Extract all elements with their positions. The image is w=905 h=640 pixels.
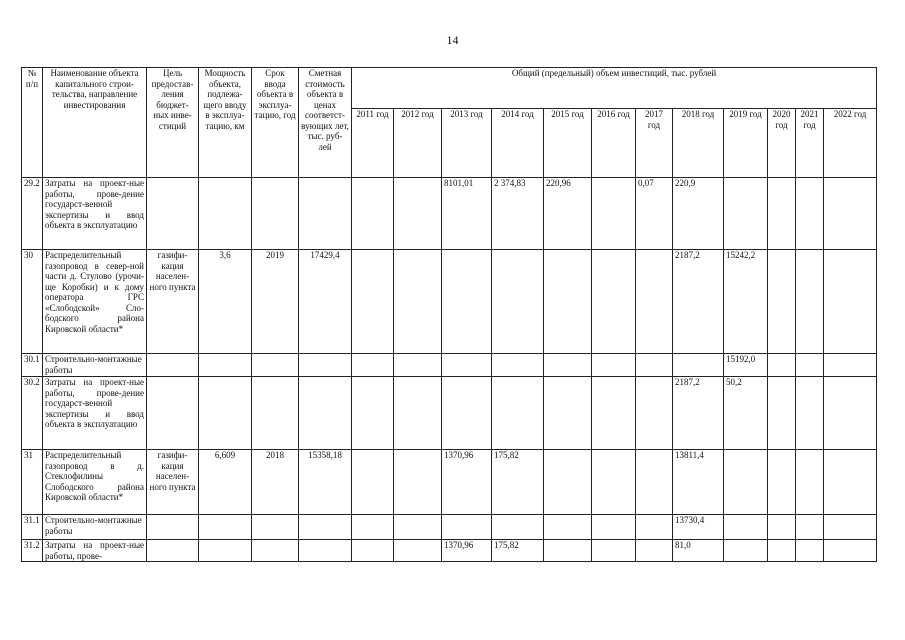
table-row <box>22 250 877 354</box>
cell-y2020 <box>768 450 796 515</box>
cell-y2019: 50,2 <box>724 377 768 450</box>
cell-capacity <box>199 540 252 562</box>
header-year: 2021 год <box>796 109 824 178</box>
cell-y2012 <box>394 540 442 562</box>
cell-capacity <box>199 515 252 540</box>
cell-y2013 <box>442 354 492 377</box>
header-year: 2012 год <box>394 109 442 178</box>
cell-name: Затраты на проект-ные работы, прове- <box>43 540 147 562</box>
header-num: № п/п <box>22 68 43 178</box>
header-term: Срок ввода объекта в эксплуа-тацию, год <box>252 68 299 178</box>
cell-goal <box>147 515 199 540</box>
cell-cost <box>299 377 352 450</box>
cell-name: Распределительный газопровод в д. Стеклофилины Слободского района Кировской области* <box>43 450 147 515</box>
cell-num: 31 <box>22 450 43 515</box>
cell-y2014: 175,82 <box>492 450 544 515</box>
cell-capacity: 6,609 <box>199 450 252 515</box>
cell-y2011 <box>352 515 394 540</box>
cell-y2015 <box>544 354 592 377</box>
header-name: Наименование объекта капитального строи-тельства, направление инвестирования <box>43 68 147 178</box>
header-row-1 <box>22 68 877 109</box>
cell-y2014 <box>492 354 544 377</box>
cell-y2016 <box>592 515 636 540</box>
cell-y2019: 15192,0 <box>724 354 768 377</box>
cell-y2013 <box>442 250 492 354</box>
cell-y2018: 13811,4 <box>673 450 724 515</box>
header-year: 2017 год <box>636 109 673 178</box>
cell-goal <box>147 377 199 450</box>
cell-y2012 <box>394 250 442 354</box>
header-goal: Цель предостав-ления бюджет-ных инве-стиций <box>147 68 199 178</box>
cell-y2014 <box>492 250 544 354</box>
cell-y2012 <box>394 377 442 450</box>
cell-term <box>252 515 299 540</box>
cell-name: Строительно-монтажные работы <box>43 354 147 377</box>
cell-goal <box>147 354 199 377</box>
cell-y2020 <box>768 377 796 450</box>
cell-goal: газифи-кация населен-ного пункта <box>147 450 199 515</box>
cell-y2022 <box>824 178 877 250</box>
cell-y2022 <box>824 540 877 562</box>
header-total-investment: Общий (предельный) объем инвестиций, тыс. рублей <box>352 68 877 109</box>
investment-table <box>21 67 877 562</box>
cell-cost <box>299 515 352 540</box>
cell-y2020 <box>768 178 796 250</box>
table-row <box>22 377 877 450</box>
cell-y2020 <box>768 540 796 562</box>
header-year: 2013 год <box>442 109 492 178</box>
cell-y2016 <box>592 178 636 250</box>
cell-y2011 <box>352 178 394 250</box>
table-row <box>22 354 877 377</box>
cell-capacity <box>199 178 252 250</box>
cell-num: 30.1 <box>22 354 43 377</box>
cell-term <box>252 354 299 377</box>
cell-y2021 <box>796 540 824 562</box>
cell-y2017 <box>636 250 673 354</box>
header-year: 2020 год <box>768 109 796 178</box>
cell-y2019 <box>724 540 768 562</box>
cell-cost: 15358,18 <box>299 450 352 515</box>
cell-y2018 <box>673 354 724 377</box>
cell-y2021 <box>796 178 824 250</box>
cell-goal <box>147 540 199 562</box>
cell-y2020 <box>768 250 796 354</box>
cell-term <box>252 377 299 450</box>
cell-y2017 <box>636 377 673 450</box>
cell-cost <box>299 178 352 250</box>
cell-y2015: 220,96 <box>544 178 592 250</box>
cell-y2012 <box>394 515 442 540</box>
cell-num: 30 <box>22 250 43 354</box>
cell-y2017 <box>636 540 673 562</box>
cell-term <box>252 178 299 250</box>
cell-term <box>252 540 299 562</box>
cell-y2013: 1370,96 <box>442 540 492 562</box>
cell-y2017 <box>636 515 673 540</box>
cell-y2022 <box>824 515 877 540</box>
cell-y2017 <box>636 354 673 377</box>
cell-y2014 <box>492 515 544 540</box>
cell-name: Строительно-монтажные работы <box>43 515 147 540</box>
cell-name: Затраты на проект-ные работы, прове-дение государст-венной экспертизы и ввод объекта в эксплуатацию <box>43 377 147 450</box>
cell-y2022 <box>824 354 877 377</box>
cell-y2017: 0,07 <box>636 178 673 250</box>
cell-y2019 <box>724 515 768 540</box>
cell-y2021 <box>796 354 824 377</box>
cell-y2021 <box>796 377 824 450</box>
cell-y2011 <box>352 450 394 515</box>
cell-cost <box>299 354 352 377</box>
header-year: 2015 год <box>544 109 592 178</box>
cell-y2016 <box>592 450 636 515</box>
cell-term: 2018 <box>252 450 299 515</box>
cell-name: Затраты на проект-ные работы, прове-дение государст-венной экспертизы и ввод объекта в эксплуатацию <box>43 178 147 250</box>
cell-y2013 <box>442 515 492 540</box>
cell-cost <box>299 540 352 562</box>
cell-y2011 <box>352 540 394 562</box>
cell-y2016 <box>592 250 636 354</box>
cell-num: 31.2 <box>22 540 43 562</box>
cell-y2013: 8101,01 <box>442 178 492 250</box>
header-year: 2019 год <box>724 109 768 178</box>
cell-y2011 <box>352 250 394 354</box>
cell-y2018: 13730,4 <box>673 515 724 540</box>
cell-y2015 <box>544 250 592 354</box>
cell-y2012 <box>394 178 442 250</box>
cell-y2019 <box>724 178 768 250</box>
cell-y2018: 81,0 <box>673 540 724 562</box>
header-capacity: Мощность объекта, подлежа-щего вводу в эксплуа-тацию, км <box>199 68 252 178</box>
cell-y2014: 175,82 <box>492 540 544 562</box>
cell-y2011 <box>352 377 394 450</box>
cell-y2014: 2 374,83 <box>492 178 544 250</box>
cell-y2015 <box>544 377 592 450</box>
cell-y2018: 220,9 <box>673 178 724 250</box>
cell-term: 2019 <box>252 250 299 354</box>
cell-y2013: 1370,96 <box>442 450 492 515</box>
cell-capacity: 3,6 <box>199 250 252 354</box>
cell-y2012 <box>394 450 442 515</box>
cell-y2020 <box>768 515 796 540</box>
cell-y2011 <box>352 354 394 377</box>
table-row <box>22 515 877 540</box>
header-year: 2018 год <box>673 109 724 178</box>
cell-y2016 <box>592 354 636 377</box>
cell-y2022 <box>824 450 877 515</box>
cell-y2019 <box>724 450 768 515</box>
cell-capacity <box>199 354 252 377</box>
cell-y2016 <box>592 540 636 562</box>
cell-y2021 <box>796 515 824 540</box>
cell-capacity <box>199 377 252 450</box>
header-year: 2014 год <box>492 109 544 178</box>
cell-y2018: 2187,2 <box>673 250 724 354</box>
cell-y2019: 15242,2 <box>724 250 768 354</box>
cell-y2022 <box>824 377 877 450</box>
cell-name: Распределительный газопровод в север-ной части д. Стулово (урочи-ще Коробки) и к дому оператора ГРС «Слободской» Сло-бодского района Кировской области* <box>43 250 147 354</box>
cell-num: 30.2 <box>22 377 43 450</box>
cell-y2021 <box>796 450 824 515</box>
header-year: 2011 год <box>352 109 394 178</box>
table-row <box>22 540 877 562</box>
cell-y2015 <box>544 450 592 515</box>
cell-y2014 <box>492 377 544 450</box>
table-row <box>22 450 877 515</box>
cell-y2015 <box>544 540 592 562</box>
cell-y2021 <box>796 250 824 354</box>
cell-y2017 <box>636 450 673 515</box>
cell-y2015 <box>544 515 592 540</box>
header-year: 2022 год <box>824 109 877 178</box>
header-cost: Сметная стоимость объекта в ценах соответст-вующих лет, тыс. руб-лей <box>299 68 352 178</box>
cell-y2013 <box>442 377 492 450</box>
cell-num: 31.1 <box>22 515 43 540</box>
header-year: 2016 год <box>592 109 636 178</box>
cell-cost: 17429,4 <box>299 250 352 354</box>
table-row <box>22 178 877 250</box>
cell-y2016 <box>592 377 636 450</box>
cell-y2020 <box>768 354 796 377</box>
cell-y2018: 2187,2 <box>673 377 724 450</box>
cell-goal <box>147 178 199 250</box>
cell-goal: газифи-кация населен-ного пункта <box>147 250 199 354</box>
cell-y2022 <box>824 250 877 354</box>
cell-y2012 <box>394 354 442 377</box>
cell-num: 29.2 <box>22 178 43 250</box>
page-number: 14 <box>446 33 459 47</box>
